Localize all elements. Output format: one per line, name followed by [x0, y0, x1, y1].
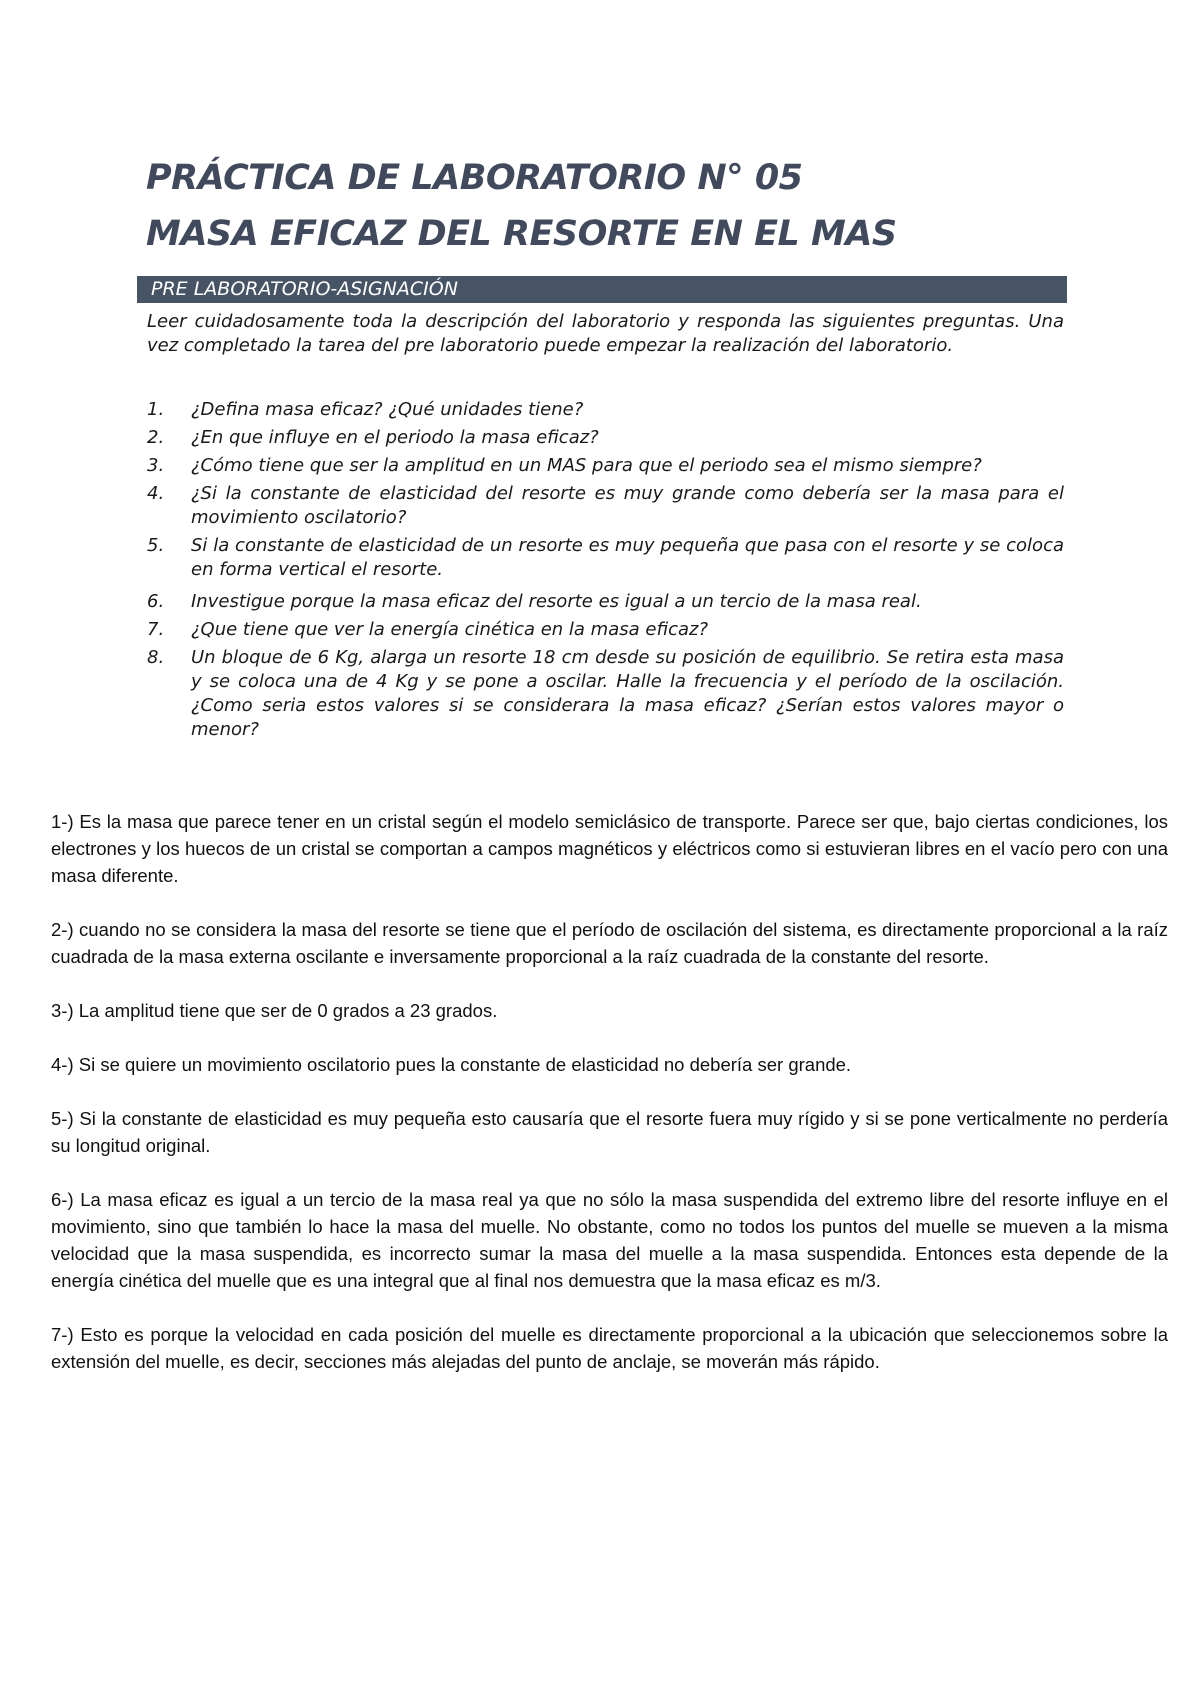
- question-number: 2.: [147, 427, 165, 448]
- question-list: [147, 398, 1064, 746]
- question-text: ¿En que influye en el periodo la masa eficaz?: [191, 427, 599, 448]
- answer-paragraph: 4-) Si se quiere un movimiento oscilatorio pues la constante de elasticidad no debería ser grande.: [51, 1054, 852, 1075]
- answer-paragraph: 6-) La masa eficaz es igual a un tercio de la masa real ya que no sólo la masa suspendida del extremo libre del resorte influye en el movimiento, sino que también lo hace la masa del muelle. No obstante, como no todos los puntos del muelle se mueven a la misma velocidad que la masa suspendida, es incorrecto sumar la masa del muelle a la masa suspendida. Entonces esta depende de la energía cinética del muelle que es una integral que al final nos demuestra que la masa eficaz es m/3.: [51, 1189, 1168, 1291]
- title-line-2: MASA EFICAZ DEL RESORTE EN EL MAS: [146, 214, 897, 254]
- question-number: 6.: [147, 591, 165, 612]
- question-item: [147, 590, 1064, 614]
- question-text: ¿Defina masa eficaz? ¿Qué unidades tiene?: [191, 399, 584, 420]
- question-item: [147, 618, 1064, 642]
- question-number: 8.: [147, 647, 165, 668]
- page-title: [146, 150, 897, 262]
- question-number: 4.: [147, 483, 165, 504]
- answer-paragraph: 1-) Es la masa que parece tener en un cristal según el modelo semiclásico de transporte. Parece ser que, bajo ciertas condiciones, los electrones y los huecos de un cristal se comportan a campos magnéticos y eléctricos como si estuvieran libres en el vacío pero con una masa diferente.: [51, 811, 1168, 886]
- answer-paragraph: 7-) Esto es porque la velocidad en cada posición del muelle es directamente proporcional a la ubicación que seleccionemos sobre la extensión del muelle, es decir, secciones más alejadas del punto de anclaje, se moverán más rápido.: [51, 1324, 1168, 1372]
- answer-paragraph: 2-) cuando no se considera la masa del resorte se tiene que el período de oscilación del sistema, es directamente proporcional a la raíz cuadrada de la masa externa oscilante e inversamente proporcional a la raíz cuadrada de la constante del resorte.: [51, 919, 1168, 967]
- answers-section: [51, 808, 1168, 1402]
- question-number: 1.: [147, 399, 165, 420]
- question-text: Un bloque de 6 Kg, alarga un resorte 18 cm desde su posición de equilibrio. Se retira esta masa y se coloca una de 4 Kg y se pone a oscilar. Halle la frecuencia y el período de la oscilación. ¿Como seria estos valores si se considerara la masa eficaz? ¿Serían estos valores mayor o menor?: [191, 647, 1064, 740]
- question-item: [147, 426, 1064, 450]
- title-line-1: PRÁCTICA DE LABORATORIO N° 05: [146, 158, 803, 198]
- question-text: ¿Cómo tiene que ser la amplitud en un MAS para que el periodo sea el mismo siempre?: [191, 455, 982, 476]
- question-item: [147, 454, 1064, 478]
- section-heading-bar: PRE LABORATORIO-ASIGNACIÓN: [137, 276, 1067, 303]
- question-number: 7.: [147, 619, 165, 640]
- question-item: [147, 398, 1064, 422]
- question-text: Investigue porque la masa eficaz del resorte es igual a un tercio de la masa real.: [191, 591, 922, 612]
- answer-paragraph: 5-) Si la constante de elasticidad es muy pequeña esto causaría que el resorte fuera muy rígido y si se pone verticalmente no perdería su longitud original.: [51, 1108, 1168, 1156]
- question-item: [147, 482, 1064, 530]
- question-number: 5.: [147, 535, 165, 556]
- question-item: [147, 534, 1064, 582]
- question-text: ¿Que tiene que ver la energía cinética en la masa eficaz?: [191, 619, 708, 640]
- question-text: Si la constante de elasticidad de un resorte es muy pequeña que pasa con el resorte y se coloca en forma vertical el resorte.: [191, 535, 1064, 580]
- answer-paragraph: 3-) La amplitud tiene que ser de 0 grados a 23 grados.: [51, 1000, 498, 1021]
- question-item: [147, 646, 1064, 742]
- question-text: ¿Si la constante de elasticidad del resorte es muy grande como debería ser la masa para el movimiento oscilatorio?: [191, 483, 1064, 528]
- intro-paragraph: Leer cuidadosamente toda la descripción del laboratorio y responda las siguientes preguntas. Una vez completado la tarea del pre laboratorio puede empezar la realización del laboratorio.: [147, 311, 1064, 356]
- question-number: 3.: [147, 455, 165, 476]
